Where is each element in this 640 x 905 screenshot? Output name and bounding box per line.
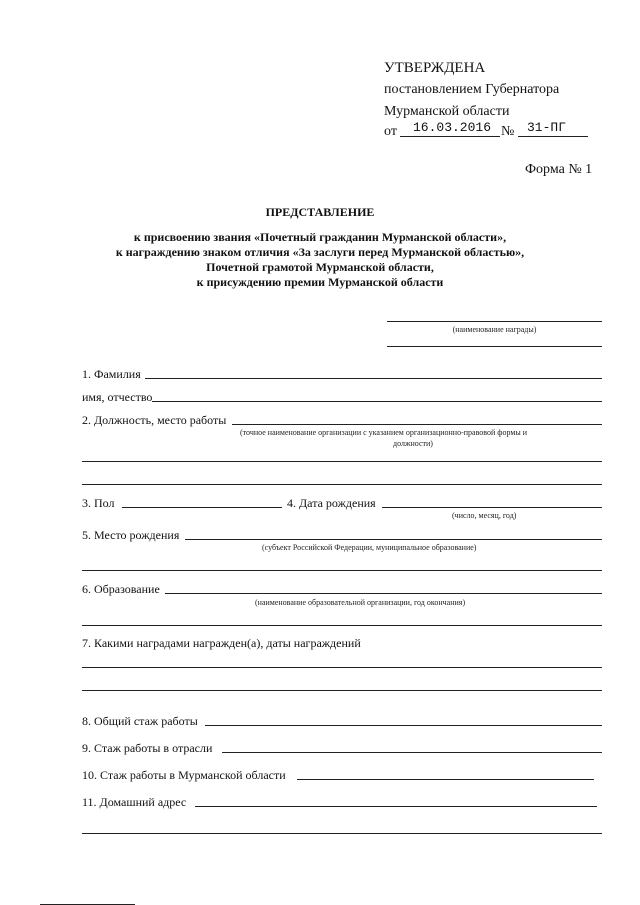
position-caption-1: (точное наименование организации с указанием организационно-правовой формы и [240,428,528,437]
education-extra-line[interactable] [82,625,602,626]
surname-line[interactable] [145,378,602,379]
position-caption-2: должности) [393,439,433,448]
birth-date-label: 4. Дата рождения [287,496,376,510]
document-title: ПРЕДСТАВЛЕНИЕ [265,205,375,219]
awards-line-1[interactable] [82,667,602,668]
birth-place-label: 5. Место рождения [82,528,180,542]
name-patronymic-line[interactable] [152,401,602,402]
birth-place-caption: (субъект Российской Федерации, муниципальное образование) [262,543,477,552]
approval-date-value: 16.03.2016 [413,120,492,135]
total-experience-line[interactable] [205,725,602,726]
education-caption: (наименование образовательной организации, год окончания) [255,598,466,607]
approval-line-2: Мурманской области [384,104,510,119]
approval-from-label: от [384,124,397,139]
awards-line-2[interactable] [82,690,602,691]
education-label: 6. Образование [82,582,160,596]
home-address-label: 11. Домашний адрес [82,795,187,809]
approval-line-1: постановлением Губернатора [384,82,560,97]
approval-title: УТВЕРЖДЕНА [384,60,486,76]
award-name-caption: (наименование награды) [452,325,537,334]
murmansk-experience-label: 10. Стаж работы в Мурманской области [82,768,286,782]
birth-date-caption: (число, месяц, год) [452,511,517,520]
position-label: 2. Должность, место работы [82,413,227,427]
approval-number-line [518,136,588,137]
position-extra-line-1[interactable] [82,461,602,462]
name-patronymic-label: имя, отчество [82,390,153,404]
position-extra-line-2[interactable] [82,484,602,485]
murmansk-experience-line[interactable] [297,779,594,780]
industry-experience-line[interactable] [222,752,602,753]
education-line[interactable] [165,593,602,594]
heading-line-2: к награждению знаком отличия «За заслуги перед Мурманской областью», [115,245,525,259]
approval-number-label: № [501,124,515,139]
form-number: Форма № 1 [525,162,593,177]
industry-experience-label: 9. Стаж работы в отрасли [82,741,213,755]
heading-line-1: к присвоению звания «Почетный гражданин Мурманской области», [133,230,507,244]
heading-line-3: Почетной грамотой Мурманской области, [206,260,434,274]
birth-place-line[interactable] [185,539,602,540]
heading-line-4: к присуждению премии Мурманской области [196,275,444,289]
total-experience-label: 8. Общий стаж работы [82,714,198,728]
position-line[interactable] [232,424,602,425]
gender-line[interactable] [122,507,282,508]
surname-label: 1. Фамилия [82,367,141,381]
award-name-line-2[interactable] [387,346,602,347]
approval-number-value: 31-ПГ [527,120,567,135]
birth-date-line[interactable] [382,507,602,508]
award-name-line[interactable] [387,321,602,322]
home-address-line[interactable] [195,806,597,807]
awards-label: 7. Какими наградами награжден(а), даты награждений [82,636,361,650]
approval-date-line [400,136,500,137]
home-address-extra-line[interactable] [82,833,602,834]
gender-label: 3. Пол [82,496,115,510]
birth-place-extra-line[interactable] [82,570,602,571]
